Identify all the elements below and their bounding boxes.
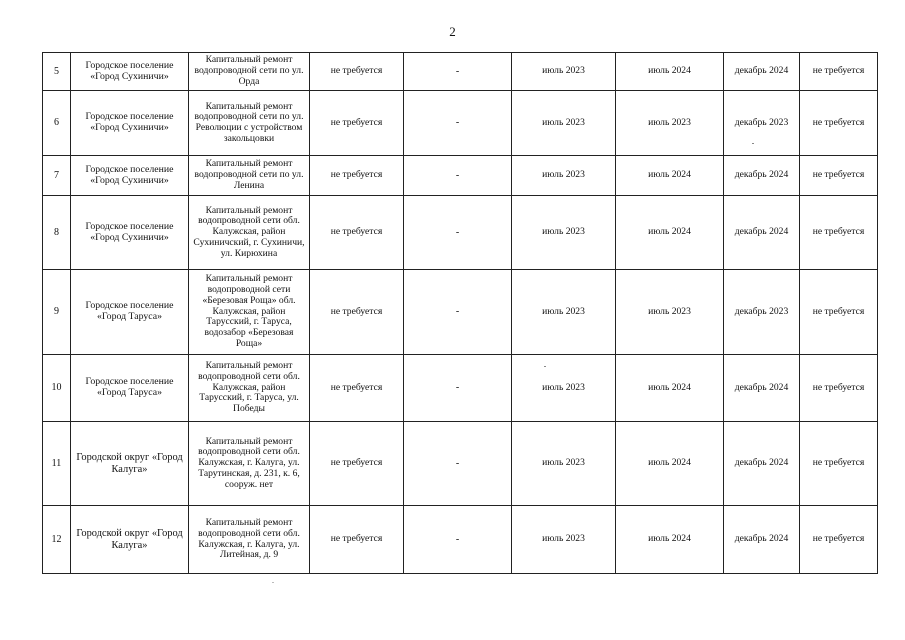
last-cell: не требуется (800, 270, 878, 355)
deadline-cell: декабрь 2024 (724, 506, 800, 574)
end-date-cell: июль 2024 (616, 53, 724, 91)
row-number: 9 (43, 270, 71, 355)
requirement-cell: не требуется (310, 355, 404, 422)
deadline-cell: декабрь 2023 (724, 91, 800, 156)
last-cell: не требуется (800, 196, 878, 270)
deadline-cell: декабрь 2024 (724, 355, 800, 422)
scan-speck (752, 143, 754, 144)
municipality-cell: Городское поселение «Город Сухиничи» (71, 196, 189, 270)
end-date-cell: июль 2024 (616, 506, 724, 574)
object-cell: Капитальный ремонт водопроводной сети по ул. Орда (189, 53, 310, 91)
dash-cell: - (404, 156, 512, 196)
requirement-cell: не требуется (310, 422, 404, 506)
municipality-cell: Городское поселение «Город Сухиничи» (71, 53, 189, 91)
start-date-cell: июль 2023 (512, 270, 616, 355)
dash-cell: - (404, 355, 512, 422)
dash-cell: - (404, 506, 512, 574)
start-date-cell: июль 2023 (512, 506, 616, 574)
object-cell: Капитальный ремонт водопроводной сети обл. Калужская, район Тарусский, г. Таруса, ул. Победы (189, 355, 310, 422)
start-date-cell: июль 2023 (512, 91, 616, 156)
table-row (43, 422, 878, 506)
end-date-cell: июль 2024 (616, 156, 724, 196)
dash-cell: - (404, 422, 512, 506)
end-date-cell: июль 2024 (616, 196, 724, 270)
table-row (43, 355, 878, 422)
last-cell: не требуется (800, 91, 878, 156)
works-table (42, 52, 878, 574)
requirement-cell: не требуется (310, 156, 404, 196)
table-row (43, 270, 878, 355)
end-date-cell: июль 2024 (616, 422, 724, 506)
end-date-cell: июль 2023 (616, 270, 724, 355)
last-cell: не требуется (800, 422, 878, 506)
last-cell: не требуется (800, 53, 878, 91)
row-number: 11 (43, 422, 71, 506)
table-row (43, 196, 878, 270)
table-body (43, 53, 878, 574)
object-cell: Капитальный ремонт водопроводной сети «Березовая Роща» обл. Калужская, район Тарусский, г. Таруса, водозабор «Березовая Роща» (189, 270, 310, 355)
scan-speck (272, 582, 274, 583)
dash-cell: - (404, 53, 512, 91)
deadline-cell: декабрь 2024 (724, 422, 800, 506)
object-cell: Капитальный ремонт водопроводной сети обл. Калужская, г. Калуга, ул. Тарутинская, д. 231, к. 6, сооруж. нет (189, 422, 310, 506)
table-row (43, 91, 878, 156)
end-date-cell: июль 2023 (616, 91, 724, 156)
end-date-cell: июль 2024 (616, 355, 724, 422)
deadline-cell: декабрь 2023 (724, 270, 800, 355)
requirement-cell: не требуется (310, 506, 404, 574)
last-cell: не требуется (800, 355, 878, 422)
dash-cell: - (404, 196, 512, 270)
table-row (43, 156, 878, 196)
municipality-cell: Городское поселение «Город Таруса» (71, 270, 189, 355)
object-cell: Капитальный ремонт водопроводной сети по ул. Ленина (189, 156, 310, 196)
object-cell: Капитальный ремонт водопроводной сети по ул. Революции с устройством закольцовки (189, 91, 310, 156)
dash-cell: - (404, 91, 512, 156)
last-cell: не требуется (800, 506, 878, 574)
object-cell: Капитальный ремонт водопроводной сети обл. Калужская, г. Калуга, ул. Литейная, д. 9 (189, 506, 310, 574)
row-number: 8 (43, 196, 71, 270)
dash-cell: - (404, 270, 512, 355)
requirement-cell: не требуется (310, 91, 404, 156)
deadline-cell: декабрь 2024 (724, 53, 800, 91)
scan-speck (544, 366, 546, 367)
row-number: 6 (43, 91, 71, 156)
start-date-cell: июль 2023 (512, 422, 616, 506)
deadline-cell: декабрь 2024 (724, 196, 800, 270)
requirement-cell: не требуется (310, 270, 404, 355)
deadline-cell: декабрь 2024 (724, 156, 800, 196)
object-cell: Капитальный ремонт водопроводной сети обл. Калужская, район Сухиничский, г. Сухиничи, ул. Кирюхина (189, 196, 310, 270)
municipality-cell: Городское поселение «Город Сухиничи» (71, 156, 189, 196)
municipality-cell: Городской округ «Город Калуга» (71, 422, 189, 506)
requirement-cell: не требуется (310, 53, 404, 91)
start-date-cell: июль 2023 (512, 156, 616, 196)
municipality-cell: Городское поселение «Город Таруса» (71, 355, 189, 422)
row-number: 5 (43, 53, 71, 91)
row-number: 12 (43, 506, 71, 574)
start-date-cell: июль 2023 (512, 53, 616, 91)
municipality-cell: Городской округ «Город Калуга» (71, 506, 189, 574)
page-number: 2 (449, 24, 456, 39)
row-number: 10 (43, 355, 71, 422)
last-cell: не требуется (800, 156, 878, 196)
start-date-cell: июль 2023 (512, 355, 616, 422)
row-number: 7 (43, 156, 71, 196)
table-row (43, 53, 878, 91)
table-row (43, 506, 878, 574)
start-date-cell: июль 2023 (512, 196, 616, 270)
requirement-cell: не требуется (310, 196, 404, 270)
municipality-cell: Городское поселение «Город Сухиничи» (71, 91, 189, 156)
